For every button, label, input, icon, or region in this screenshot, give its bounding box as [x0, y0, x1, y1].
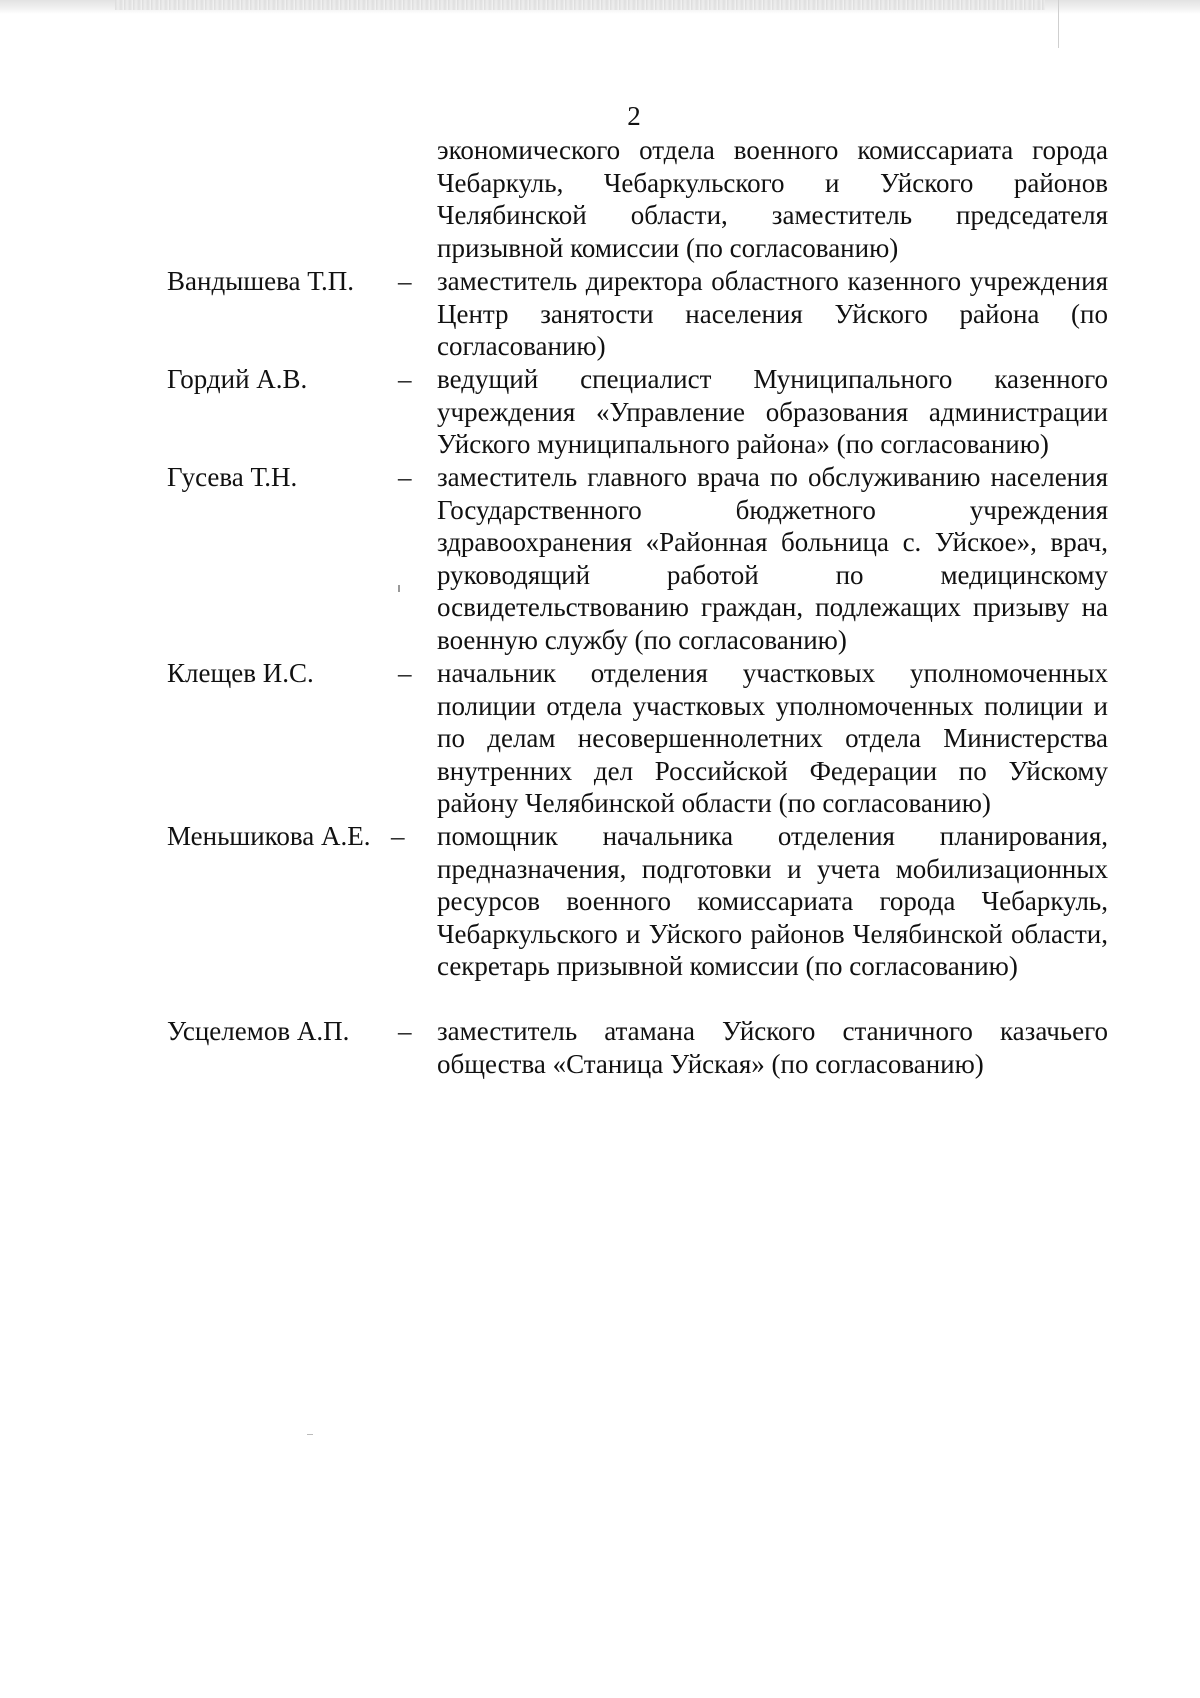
- scan-speck: [398, 585, 400, 592]
- scan-speck: [307, 1434, 313, 1435]
- member-dash: –: [398, 364, 412, 394]
- member-dash: –: [398, 658, 412, 688]
- member-description: начальник отделения участковых уполномоченных полиции отдела участковых уполномоченных полиции и по делам несовершеннолетних отдела Министерства внутренних дел Российской Федерации по Уйскому району Челябинской области (по согласованию): [437, 658, 1108, 819]
- member-description: помощник начальника отделения планирования, предназначения, подготовки и учета мобилизационных ресурсов военного комиссариата города Чебаркуль, Чебаркульского и Уйского районов Челябинской области, секретарь призывной комиссии (по согласованию): [437, 821, 1108, 982]
- member-dash: –: [398, 266, 412, 296]
- member-dash: –: [398, 1016, 412, 1046]
- member-name: Клещев И.С.: [167, 658, 314, 688]
- member-description: заместитель главного врача по обслуживанию населения Государственного бюджетного учреждения здравоохранения «Районная больница с. Уйское», врач, руководящий работой по медицинскому освидетельствованию граждан, подлежащих призыву на военную службу (по согласованию): [437, 462, 1108, 655]
- member-description: заместитель атамана Уйского станичного казачьего общества «Станица Уйская» (по согласованию): [437, 1016, 1108, 1079]
- member-name: Гордий А.В.: [167, 364, 308, 394]
- page-number: 2: [627, 101, 641, 131]
- intro-continuation: экономического отдела военного комиссариата города Чебаркуль, Чебаркульского и Уйского районов Челябинской области, заместитель председателя призывной комиссии (по согласованию): [437, 135, 1108, 263]
- member-name: Меньшикова А.Е.: [167, 821, 371, 851]
- scan-edge-top: [0, 0, 1200, 14]
- member-description: ведущий специалист Муниципального казенного учреждения «Управление образования администрации Уйского муниципального района» (по согласованию): [437, 364, 1108, 460]
- member-name: Вандышева Т.П.: [167, 266, 355, 296]
- member-description: заместитель директора областного казенного учреждения Центр занятости населения Уйского района (по согласованию): [437, 266, 1108, 362]
- member-dash: –: [391, 821, 405, 851]
- member-name: Гусева Т.Н.: [167, 462, 298, 492]
- scan-edge-mark: [1058, 0, 1059, 48]
- scan-streak: [115, 0, 1045, 10]
- member-dash: –: [398, 462, 412, 492]
- member-name: Усцелемов А.П.: [167, 1016, 350, 1046]
